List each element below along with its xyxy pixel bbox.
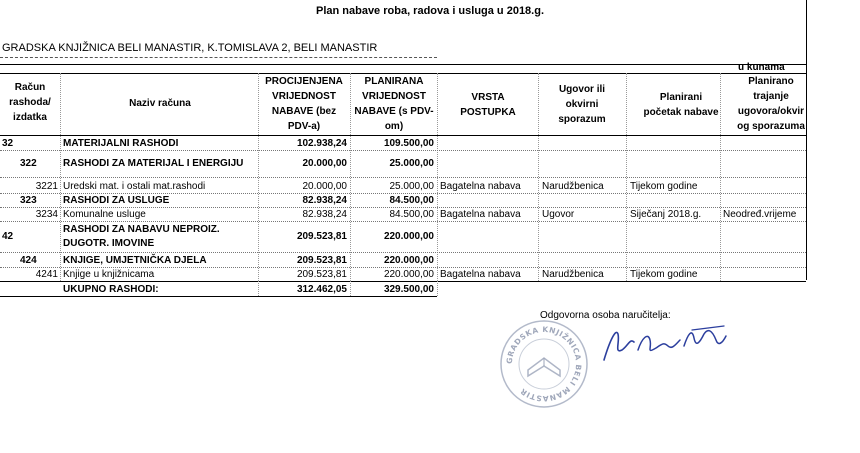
header-contract: Ugovor ili okvirni sporazum (558, 84, 606, 125)
header-procedure: VRSTA POSTUPKA (460, 92, 516, 118)
header-start: Planirani početak nabave (643, 92, 719, 118)
header-name: Naziv računa (129, 98, 191, 109)
row-name: RASHODI ZA MATERIJAL I ENERGIJU (63, 158, 244, 169)
handwritten-signature (596, 320, 736, 370)
official-stamp (498, 318, 590, 410)
grid-right-border (806, 64, 807, 280)
row-planned: 84.500,00 (389, 209, 434, 220)
row-name: Knjige u knjižnicama (63, 269, 155, 280)
row-divider (0, 177, 806, 178)
row-name: RASHODI ZA NABAVU NEPROIZ. (63, 224, 220, 235)
row-start: Tijekom godine (630, 181, 698, 192)
signature-label: Odgovorna osoba naručitelja: (540, 310, 671, 321)
row-account: 3221 (35, 181, 58, 192)
row-account: 323 (20, 195, 37, 206)
row-estimated: 209.523,81 (296, 255, 347, 266)
row-divider (0, 252, 806, 253)
header-estimated: PROCIJENJENA VRIJEDNOST NABAVE (bez PDV-a) (265, 76, 343, 132)
row-planned: 220.000,00 (383, 269, 434, 280)
row-estimated: 20.000,00 (302, 158, 347, 169)
row-divider (0, 150, 806, 151)
row-planned: 84.500,00 (389, 195, 434, 206)
row-name: KNJIGE, UMJETNIČKA DJELA (63, 255, 207, 266)
row-name: RASHODI ZA USLUGE (63, 195, 170, 206)
row-estimated: 209.523,81 (296, 269, 347, 280)
svg-text:GRADSKA KNJIŽNICA BELI MANASTI: GRADSKA KNJIŽNICA BELI MANASTIR (504, 324, 584, 404)
row-procedure: Bagatelna nabava (440, 181, 521, 192)
document-title: Plan nabave roba, radova i usluga u 2018.g. (315, 5, 545, 17)
grid-col-line (437, 281, 438, 296)
organization-name: GRADSKA KNJIŽNICA BELI MANASTIR, K.TOMISLAVA 2, BELI MANASTIR (2, 42, 378, 54)
row-planned: 220.000,00 (383, 231, 434, 242)
row-account: 4241 (35, 269, 58, 280)
grid-col-line (350, 281, 351, 296)
row-procedure: Bagatelna nabava (440, 209, 521, 220)
header-top-rule (0, 64, 806, 65)
row-name: Uredski mat. i ostali mat.rashodi (63, 181, 206, 192)
row-account: 32 (2, 138, 14, 149)
header-account: Račun rashoda/ izdatka (9, 82, 51, 123)
row-planned: 25.000,00 (389, 181, 434, 192)
grid-col-line (258, 281, 259, 296)
currency-note: u kunama (738, 62, 785, 73)
row-divider (0, 221, 806, 222)
total-planned: 329.500,00 (383, 284, 434, 295)
header-planned: PLANIRANA VRIJEDNOST NABAVE (s PDV- om) (354, 76, 434, 132)
row-duration: Neodređ.vrijeme (723, 209, 797, 220)
total-rule-bottom (0, 296, 437, 297)
total-rule-top (0, 281, 806, 282)
row-planned: 109.500,00 (383, 138, 434, 149)
row-account: 424 (20, 255, 37, 266)
row-procedure: Bagatelna nabava (440, 269, 521, 280)
row-planned: 25.000,00 (389, 158, 434, 169)
row-contract: Narudžbenica (542, 269, 604, 280)
row-estimated: 209.523,81 (296, 231, 347, 242)
row-estimated: 20.000,00 (302, 181, 347, 192)
row-account: 322 (20, 158, 37, 169)
total-label: UKUPNO RASHODI: (63, 284, 159, 295)
row-name: MATERIJALNI RASHODI (63, 138, 179, 149)
row-contract: Narudžbenica (542, 181, 604, 192)
row-account: 3234 (35, 209, 58, 220)
row-contract: Ugovor (542, 209, 575, 220)
row-name: Komunalne usluge (63, 209, 146, 220)
row-name-continued: DUGOTR. IMOVINE (63, 238, 155, 249)
sheet-border (806, 0, 807, 64)
row-start: Tijekom godine (630, 269, 698, 280)
header-duration: Planirano trajanje ugovora/okvir og sporazuma (737, 76, 805, 132)
row-estimated: 82.938,24 (302, 195, 347, 206)
row-planned: 220.000,00 (383, 255, 434, 266)
row-estimated: 82.938,24 (302, 209, 347, 220)
header-bottom-rule (0, 135, 806, 136)
organization-underline (0, 57, 437, 58)
row-estimated: 102.938,24 (296, 138, 347, 149)
total-estimated: 312.462,05 (296, 284, 347, 295)
row-start: Siječanj 2018.g. (630, 209, 702, 220)
row-account: 42 (2, 231, 14, 242)
